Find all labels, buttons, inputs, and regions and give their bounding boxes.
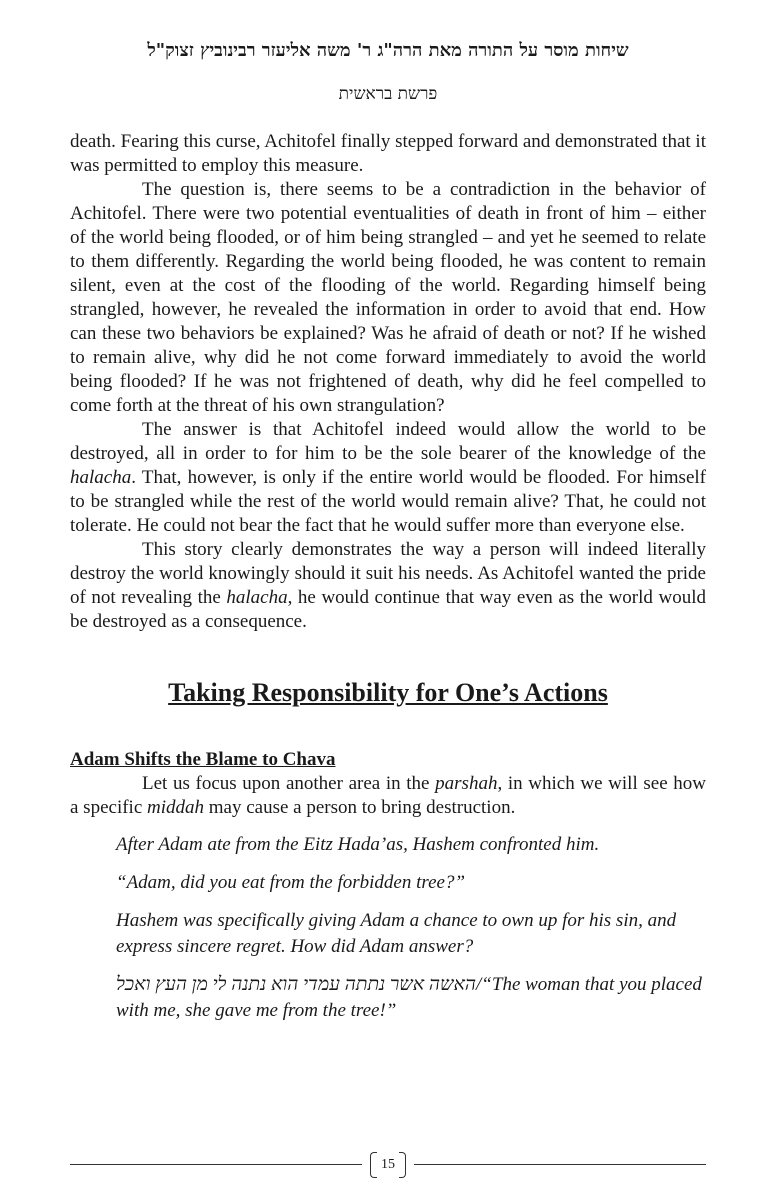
paragraph-4-emphasis: halacha bbox=[226, 587, 288, 608]
page-footer bbox=[70, 1150, 706, 1180]
paragraph-3-emphasis: halacha bbox=[70, 467, 132, 488]
paragraph-3-text-b: . That, however, is only if the entire world would be flooded. For himself to be strangled while the rest of the world would remain alive? That, he could not tolerate. He could not bear the fact that he would suffer more than everyone else. bbox=[70, 467, 706, 536]
intro-emphasis-middah: middah bbox=[147, 797, 205, 818]
quote-4-english: /“The woman that you placed with me, she gave me from the tree!” bbox=[116, 974, 702, 1021]
body-text bbox=[70, 130, 706, 1024]
paragraph-3-text-a: The answer is that Achitofel indeed would allow the world to be destroyed, all in order to for him to be the sole bearer of the knowledge of the bbox=[70, 419, 706, 464]
quote-3: Hashem was specifically giving Adam a chance to own up for his sin, and express sincere regret. How did Adam answer? bbox=[116, 910, 677, 957]
intro-text-a: Let us focus upon another area in the bbox=[142, 773, 436, 794]
quote-4-hebrew: האשה אשר נתתה עמדי הוא נתנה לי מן העץ ואכל bbox=[116, 974, 477, 995]
subheading: Adam Shifts the Blame to Chava bbox=[70, 749, 336, 770]
running-header-parsha: פרשת בראשית bbox=[338, 84, 438, 104]
quote-4 bbox=[116, 972, 706, 1024]
section-title: Taking Responsibility for One’s Actions bbox=[168, 678, 608, 707]
intro-paragraph bbox=[70, 772, 706, 820]
paragraph-2: The question is, there seems to be a contradiction in the behavior of Achitofel. There were two potential eventualities of death in front of him – either of the world being flooded, or of him being strangled – and yet he seemed to relate to them differently. Regarding the world being flooded, he was content to remain silent, even at the cost of the flooding of the world. Regarding himself being strangled, however, he revealed the information in order to avoid that end. How can these two behaviors be explained? Was he afraid of death or not? If he wished to remain alive, why did he not come forward immediately to avoid the world being flooded? If he was not frightened of death, why did he feel compelled to come forth at the threat of his own strangulation? bbox=[70, 179, 706, 416]
paragraph-1: death. Fearing this curse, Achitofel finally stepped forward and demonstrated that it was permitted to employ this measure. bbox=[70, 131, 706, 176]
quote-1: After Adam ate from the Eitz Hada’as, Hashem confronted him. bbox=[116, 834, 600, 855]
running-header-title: שיחות מוסר על התורה מאת הרה"ג ר' משה אליעזר רבינוביץ זצוק"ל bbox=[147, 40, 629, 61]
paragraph-3 bbox=[70, 418, 706, 538]
intro-text-c: may cause a person to bring destruction. bbox=[204, 797, 516, 818]
page-number: 15 bbox=[370, 1150, 406, 1180]
footer-rule-left bbox=[70, 1164, 362, 1165]
intro-emphasis-parshah: parshah bbox=[435, 773, 498, 794]
paragraph-4-text-a: This story clearly demonstrates the way a person will indeed literally destroy the world knowingly should it suit his needs. As Achitofel wanted the pride of not revealing the bbox=[70, 539, 706, 608]
paragraph-4-text-b: , he would continue that way even as the world would be destroyed as a consequence. bbox=[70, 587, 706, 632]
intro-text-b: , in which we will see how a specific bbox=[70, 773, 706, 818]
quote-2: “Adam, did you eat from the forbidden tree?” bbox=[116, 872, 466, 893]
paragraph-4 bbox=[70, 538, 706, 634]
footer-rule-right bbox=[414, 1164, 706, 1165]
